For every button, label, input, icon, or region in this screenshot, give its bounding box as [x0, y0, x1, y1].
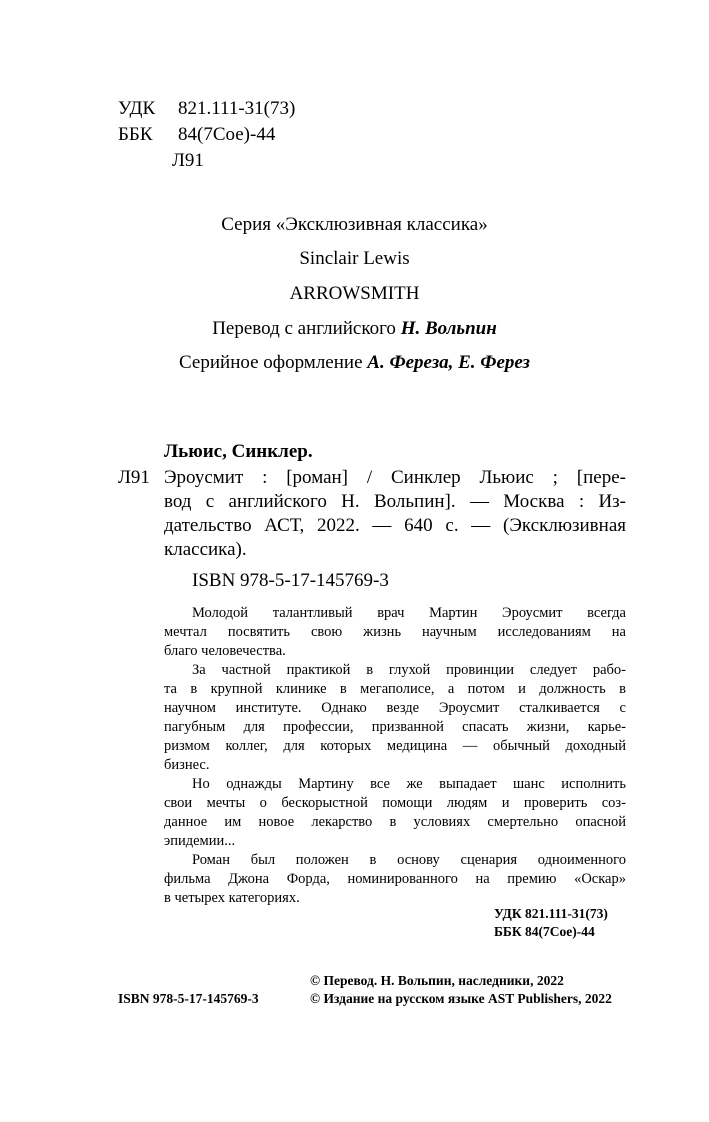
annotation-line: фильма Джона Форда, номинированного на премию «Оскар»: [164, 871, 626, 887]
original-title: ARROWSMITH: [289, 283, 420, 304]
annotation-line: Молодой талантливый врач Мартин Эроусмит всегда: [192, 605, 626, 621]
bib-line: дательство АСТ, 2022. — 640 с. — (Эксклюзивная: [164, 515, 626, 536]
footer-udk: УДК 821.111-31(73): [494, 906, 608, 921]
author-mark: Л91: [172, 150, 204, 171]
annotation-line: свои мечты о бескорыстной помощи людям и проверить соз-: [164, 795, 626, 811]
annotation-line: научном институте. Однако везде Эроусмит сталкивается с: [164, 700, 626, 716]
series-title: Серия «Эксклюзивная классика»: [221, 214, 488, 235]
bib-line: классика).: [164, 539, 247, 560]
annotation-line: пагубным для профессии, призванной спасать жизни, карье-: [164, 719, 626, 735]
annotation-line: благо человечества.: [164, 643, 286, 659]
bib-author-mark: Л91: [118, 467, 150, 488]
annotation-line: Но однажды Мартину все же выпадает шанс исполнить: [192, 776, 626, 792]
designer-names: А. Фереза, Е. Ферез: [367, 352, 530, 373]
annotation-line: Роман был положен в основу сценария одноименного: [192, 852, 626, 868]
copyright-translation: © Перевод. Н. Вольпин, наследники, 2022: [310, 973, 564, 988]
udk-value: 821.111-31(73): [178, 98, 296, 119]
annotation-line: эпидемии...: [164, 833, 236, 849]
original-author: Sinclair Lewis: [299, 248, 410, 269]
annotation-line: данное им новое лекарство в условиях смертельно опасной: [164, 814, 626, 830]
bbk-line: [118, 124, 275, 146]
translator-name: Н. Вольпин: [400, 318, 497, 339]
annotation-paragraph: [164, 661, 626, 775]
isbn: ISBN 978-5-17-145769-3: [192, 570, 389, 591]
translation-prefix: Перевод с английского: [212, 318, 396, 339]
bbk-value: 84(7Сое)-44: [178, 124, 276, 145]
annotation: [164, 604, 626, 908]
bib-author-heading: Льюис, Синклер.: [164, 441, 313, 462]
bib-description: [164, 466, 626, 562]
annotation-line: ризмом коллег, для которых медицина — обычный доходный: [164, 738, 626, 754]
bib-line: Эроусмит : [роман] / Синклер Льюис ; [пере-: [164, 467, 626, 488]
footer-isbn: ISBN 978-5-17-145769-3: [118, 991, 259, 1006]
bbk-label: ББК: [118, 124, 153, 145]
annotation-line: в четырех категориях.: [164, 890, 300, 906]
annotation-line: мечтал посвятить свою жизнь научным исследованиям на: [164, 624, 626, 640]
annotation-line: бизнес.: [164, 757, 210, 773]
bib-line: вод с английского Н. Вольпин]. — Москва : Из-: [164, 491, 626, 512]
udk-line: [118, 98, 295, 120]
annotation-paragraph: [164, 604, 626, 661]
footer-bbk: ББК 84(7Сое)-44: [494, 924, 595, 939]
udk-label: УДК: [118, 98, 156, 119]
annotation-line: За частной практикой в глухой провинции следует рабо-: [192, 662, 626, 678]
design-credit: [0, 352, 709, 374]
annotation-line: та в крупной клинике в мегаполисе, а потом и должность в: [164, 681, 626, 697]
annotation-paragraph: [164, 851, 626, 908]
copyright-edition: © Издание на русском языке AST Publishers, 2022: [310, 991, 612, 1006]
annotation-paragraph: [164, 775, 626, 851]
design-prefix: Серийное оформление: [179, 352, 363, 373]
translation-credit: [0, 318, 709, 340]
